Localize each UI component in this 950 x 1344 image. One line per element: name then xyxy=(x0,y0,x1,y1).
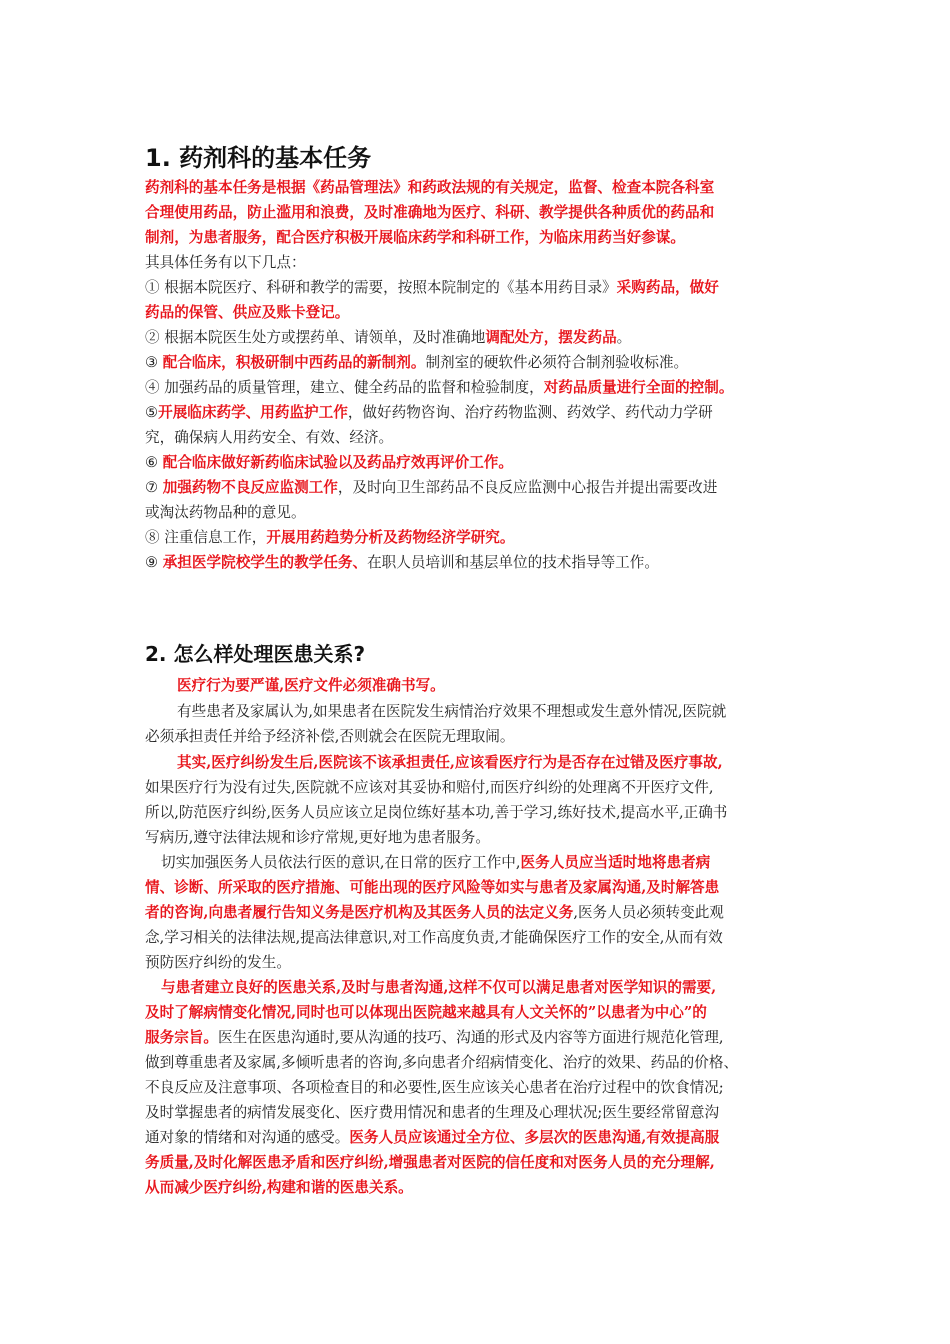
highlighted-text: 配合临床，积极研制中西药品的新制剂。 xyxy=(162,354,426,371)
highlighted-text: 承担医学院校学生的教学任务、 xyxy=(162,554,368,571)
body-text: ,医务人员必须转变此观 xyxy=(573,904,724,921)
highlighted-text: 从而减少医疗纠纷,构建和谐的医患关系。 xyxy=(145,1179,413,1196)
text-line xyxy=(145,1178,413,1198)
body-text: 在职人员培训和基层单位的技术指导等工作。 xyxy=(367,554,659,571)
highlighted-text: 医务人员应该通过全方位、多层次的医患沟通,有效提高服 xyxy=(349,1129,720,1146)
highlighted-text: 务质量,及时化解医患矛盾和医疗纠纷,增强患者对医院的信任度和对医务人员的充分理解, xyxy=(145,1154,715,1171)
body-text: ⑨ xyxy=(145,554,163,571)
body-text: ② 根据本院医生处方或摆药单、请领单，及时准确地 xyxy=(145,329,486,346)
body-text: 通对象的情绪和对沟通的感受。 xyxy=(145,1129,350,1146)
body-text: 其具体任务有以下几点： xyxy=(145,254,306,271)
body-text: 。 xyxy=(616,329,632,346)
body-text: 有些患者及家属认为,如果患者在医院发生病情治疗效果不理想或发生意外情况,医院就 xyxy=(177,703,727,720)
text-line xyxy=(145,1078,724,1098)
text-line xyxy=(177,702,726,722)
body-text: 做到尊重患者及家属,多倾听患者的咨询,多向患者介绍病情变化、治疗的效果、药品的价格、 xyxy=(145,1054,739,1071)
text-line xyxy=(145,428,393,448)
highlighted-text: 调配处方，摆发药品 xyxy=(485,329,617,346)
text-line xyxy=(145,178,714,198)
body-text: 如果医疗行为没有过失,医院就不应该对其妥协和赔付,而医疗纠纷的处理离不开医疗文件, xyxy=(145,779,714,796)
highlighted-text: 加强药物不良反应监测工作 xyxy=(162,479,338,496)
text-line xyxy=(145,1053,738,1073)
body-text: ⑤ xyxy=(145,404,159,421)
body-text: ① 根据本院医疗、科研和教学的需要，按照本院制定的《基本用药目录》 xyxy=(145,279,617,296)
body-text: ⑦ xyxy=(145,479,163,496)
highlighted-text: 医疗行为要严谨,医疗文件必须准确书写。 xyxy=(177,677,445,694)
body-text: 及时掌握患者的病情发展变化、医疗费用情况和患者的生理及心理状况;医生要经常留意沟 xyxy=(145,1104,720,1121)
highlighted-text: 采购药品，做好 xyxy=(616,279,719,296)
highlighted-text: 药剂科的基本任务是根据《药品管理法》和药政法规的有关规定，监督、检查本院各科室 xyxy=(145,179,715,196)
body-text: 所以,防范医疗纠纷,医务人员应该立足岗位练好基本功,善于学习,练好技术,提高水平,正确书 xyxy=(145,804,728,821)
text-line xyxy=(145,878,719,898)
text-line xyxy=(145,528,515,548)
highlighted-text: 开展临床药学、用药监护工作 xyxy=(158,404,348,421)
text-line xyxy=(145,253,306,273)
text-line xyxy=(145,478,717,498)
section-2-heading: 2. 怎么样处理医患关系? xyxy=(145,642,366,666)
text-line xyxy=(145,727,515,747)
text-line xyxy=(145,203,714,223)
text-line xyxy=(145,453,513,473)
text-line xyxy=(145,378,733,398)
body-text: ③ xyxy=(145,354,163,371)
body-text: 制剂室的硬软件必须符合制剂验收标准。 xyxy=(425,354,689,371)
highlighted-text: 医务人员应当适时地将患者病 xyxy=(520,854,711,871)
text-line xyxy=(145,828,490,848)
text-line xyxy=(145,303,349,323)
body-text: 或淘汰药物品种的意见。 xyxy=(145,504,306,521)
body-text: ，做好药物咨询、治疗药物监测、药效学、药代动力学研 xyxy=(347,404,713,421)
text-line xyxy=(177,753,723,773)
highlighted-text: 药品的保管、供应及账卡登记。 xyxy=(145,304,350,321)
text-line xyxy=(145,1128,719,1148)
highlighted-text: 情、诊断、所采取的医疗措施、可能出现的医疗风险等如实与患者及家属沟通,及时解答患 xyxy=(145,879,720,896)
text-line xyxy=(161,853,710,873)
body-text: ⑧ 注重信息工作， xyxy=(145,529,267,546)
highlighted-text: 配合临床做好新药临床试验以及药品疗效再评价工作。 xyxy=(162,454,513,471)
text-line xyxy=(145,503,306,523)
highlighted-text: 及时了解病情变化情况,同时也可以体现出医院越来越具有人文关怀的”以患者为中心”的 xyxy=(145,1004,707,1021)
text-line xyxy=(145,778,713,798)
body-text: 究，确保病人用药安全、有效、经济。 xyxy=(145,429,394,446)
text-line xyxy=(161,978,716,998)
text-line xyxy=(145,903,724,923)
text-line xyxy=(145,1103,719,1123)
text-line xyxy=(145,953,291,973)
body-text: ，及时向卫生部药品不良反应监测中心报告并提出需要改进 xyxy=(337,479,718,496)
text-line xyxy=(145,403,713,423)
body-text: ⑥ xyxy=(145,454,163,471)
text-line xyxy=(145,928,723,948)
text-line xyxy=(145,328,631,348)
body-text: ④ 加强药品的质量管理，建立、健全药品的监督和检验制度， xyxy=(145,379,544,396)
highlighted-text: 对药品质量进行全面的控制。 xyxy=(543,379,734,396)
text-line xyxy=(145,228,685,248)
text-line xyxy=(145,1153,715,1173)
highlighted-text: 其实,医疗纠纷发生后,医院该不该承担责任,应该看医疗行为是否存在过错及医疗事故, xyxy=(177,754,723,771)
highlighted-text: 服务宗旨。 xyxy=(145,1029,218,1046)
highlighted-text: 者的咨询,向患者履行告知义务是医疗机构及其医务人员的法定义务 xyxy=(145,904,574,921)
body-text: 不良反应及注意事项、各项检查目的和必要性,医生应该关心患者在治疗过程中的饮食情况; xyxy=(145,1079,724,1096)
body-text: 必须承担责任并给予经济补偿,否则就会在医院无理取闹。 xyxy=(145,728,515,745)
text-line xyxy=(145,553,659,573)
text-line xyxy=(145,1003,707,1023)
text-line xyxy=(145,803,727,823)
highlighted-text: 合理使用药品，防止滥用和浪费，及时准确地为医疗、科研、教学提供各种质优的药品和 xyxy=(145,204,715,221)
section-1-heading: 1. 药剂科的基本任务 xyxy=(145,144,372,172)
text-line xyxy=(177,676,445,696)
highlighted-text: 开展用药趋势分析及药物经济学研究。 xyxy=(266,529,515,546)
body-text: 医生在医患沟通时,要从沟通的技巧、沟通的形式及内容等方面进行规范化管理, xyxy=(217,1029,724,1046)
text-line xyxy=(145,353,688,373)
text-line xyxy=(145,278,719,298)
text-line xyxy=(145,1028,723,1048)
highlighted-text: 与患者建立良好的医患关系,及时与患者沟通,这样不仅可以满足患者对医学知识的需要, xyxy=(161,979,717,996)
body-text: 念,学习相关的法律法规,提高法律意识,对工作高度负责,才能确保医疗工作的安全,从而有效 xyxy=(145,929,723,946)
body-text: 预防医疗纠纷的发生。 xyxy=(145,954,291,971)
body-text: 写病历,遵守法律法规和诊疗常规,更好地为患者服务。 xyxy=(145,829,490,846)
body-text: 切实加强医务人员依法行医的意识,在日常的医疗工作中, xyxy=(161,854,521,871)
highlighted-text: 制剂，为患者服务，配合医疗积极开展临床药学和科研工作，为临床用药当好参谋。 xyxy=(145,229,685,246)
